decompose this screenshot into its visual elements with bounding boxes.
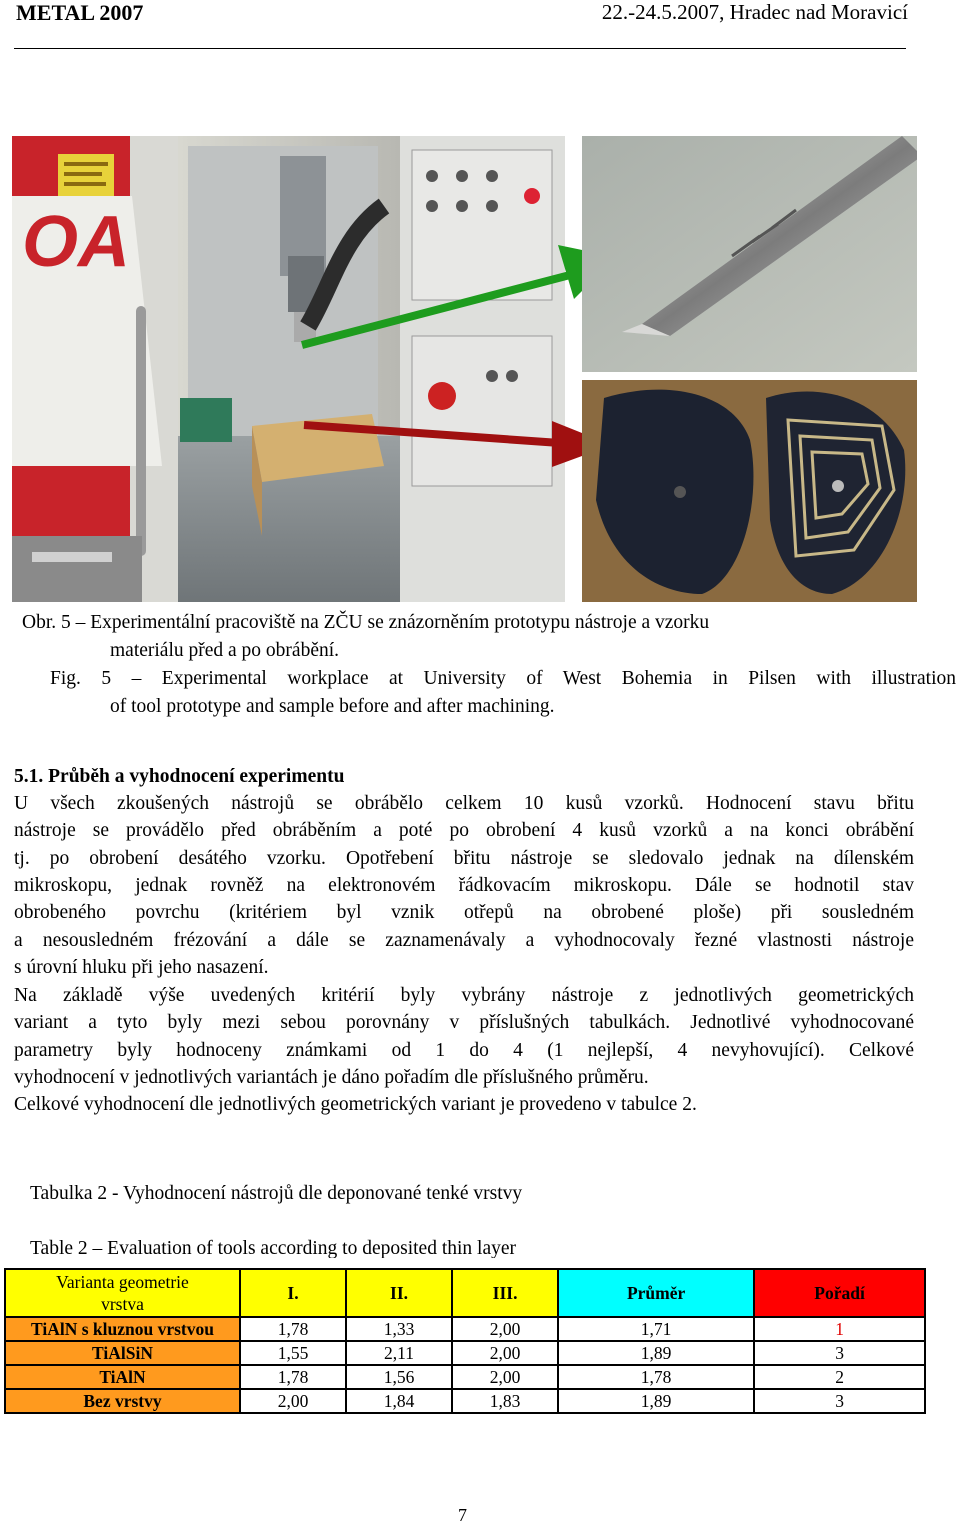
paragraph-line: parametry byly hodnoceny známkami od 1 do 4 (1 nejlepší, 4 nevyhovující). Celkové <box>14 1040 914 1061</box>
header-layer-label: vrstva <box>101 1294 144 1314</box>
cell-value: 2,00 <box>240 1389 346 1413</box>
paragraph-line: vyhodnocení v jednotlivých variantách je dáno pořadím dle příslušného průměru. <box>14 1067 649 1088</box>
machine-logo-text: OA <box>22 202 130 282</box>
cell-value: 1,78 <box>240 1317 346 1341</box>
header-rank: Pořadí <box>754 1269 925 1317</box>
paragraph-line: obrobeného povrchu (kritériem byl vznik otřepů na obrobené ploše) při sousledném <box>14 902 914 923</box>
figure-caption-en-line2: of tool prototype and sample before and after machining. <box>110 696 555 717</box>
header-variant-cell <box>5 1269 240 1317</box>
table-row <box>5 1341 925 1365</box>
header-col-3: III. <box>452 1269 558 1317</box>
paragraph-line: tj. po obrobení desátého vzorku. Opotřebení břitu nástroje se sledovalo jednak na dílenském <box>14 848 914 869</box>
figure-caption-en-line1: Fig. 5 – Experimental workplace at University of West Bohemia in Pilsen with illustration <box>50 668 956 689</box>
cell-rank: 2 <box>754 1365 925 1389</box>
table-row <box>5 1389 925 1413</box>
cell-rank: 1 <box>754 1317 925 1341</box>
cell-value: 2,11 <box>346 1341 452 1365</box>
paragraph-line: variant a tyto byly mezi sebou porovnány v příslušných tabulkách. Jednotlivé vyhodnocované <box>14 1012 914 1033</box>
cell-average: 1,71 <box>558 1317 754 1341</box>
header-col-1: I. <box>240 1269 346 1317</box>
table-header-row <box>5 1269 925 1317</box>
cell-value: 1,56 <box>346 1365 452 1389</box>
page-number: 7 <box>458 1505 467 1525</box>
cell-value: 1,78 <box>240 1365 346 1389</box>
row-label: TiAlN <box>5 1365 240 1389</box>
paragraph-line: nástroje se provádělo před obráběním a poté po obrobení 4 kusů vzorků a na konci obrábění <box>14 820 914 841</box>
cell-value: 1,83 <box>452 1389 558 1413</box>
paragraph-line: a nesousledném frézování a dále se zaznamenávaly a vyhodnocovaly řezné vlastnosti nástroje <box>14 930 914 951</box>
header-average: Průměr <box>558 1269 754 1317</box>
conference-date-place: 22.-24.5.2007, Hradec nad Moravicí <box>601 0 908 24</box>
cell-value: 1,33 <box>346 1317 452 1341</box>
row-label: Bez vrstvy <box>5 1389 240 1413</box>
green-arrow-shaft <box>302 275 570 345</box>
journal-title: METAL 2007 <box>16 0 144 25</box>
cell-average: 1,89 <box>558 1341 754 1365</box>
tool-photo <box>582 136 917 372</box>
cell-rank: 3 <box>754 1389 925 1413</box>
cell-average: 1,78 <box>558 1365 754 1389</box>
arrows-overlay <box>290 245 620 475</box>
header-rule <box>14 48 906 49</box>
header-variant-label: Varianta geometrie <box>56 1272 189 1292</box>
paragraph-line: Na základě výše uvedených kritérií byly vybrány nástroje z jednotlivých geometrických <box>14 985 914 1006</box>
table-row <box>5 1317 925 1341</box>
paragraph-line: Celkové vyhodnocení dle jednotlivých geometrických variant je provedeno v tabulce 2. <box>14 1094 697 1115</box>
red-arrow-shaft <box>304 425 560 443</box>
cell-value: 2,00 <box>452 1317 558 1341</box>
cell-value: 1,84 <box>346 1389 452 1413</box>
cell-value: 2,00 <box>452 1341 558 1365</box>
sample-photo <box>582 380 917 602</box>
cell-rank: 3 <box>754 1341 925 1365</box>
header-col-2: II. <box>346 1269 452 1317</box>
cell-average: 1,89 <box>558 1389 754 1413</box>
row-label: TiAlSiN <box>5 1341 240 1365</box>
cell-value: 1,55 <box>240 1341 346 1365</box>
table-row <box>5 1365 925 1389</box>
evaluation-table <box>4 1268 926 1414</box>
table-title-en: Table 2 – Evaluation of tools according to deposited thin layer <box>30 1238 517 1258</box>
table-title-cz: Tabulka 2 - Vyhodnocení nástrojů dle deponované tenké vrstvy <box>30 1183 523 1204</box>
paragraph-line: U všech zkoušených nástrojů se obrábělo celkem 10 kusů vzorků. Hodnocení stavu břitu <box>14 793 914 814</box>
cell-value: 2,00 <box>452 1365 558 1389</box>
section-heading: 5.1. Průběh a vyhodnocení experimentu <box>14 766 345 787</box>
figure-caption-cz-line2: materiálu před a po obrábění. <box>110 640 340 661</box>
row-label: TiAlN s kluznou vrstvou <box>5 1317 240 1341</box>
paragraph-line: mikroskopu, jednak rovněž na elektronovém řádkovacím mikroskopu. Dále se hodnotil stav <box>14 875 914 896</box>
figure-caption-cz-line1: Obr. 5 – Experimentální pracoviště na ZČU se znázorněním prototypu nástroje a vzorku <box>22 612 710 633</box>
paragraph-line: s úrovní hluku při jeho nasazení. <box>14 957 269 978</box>
